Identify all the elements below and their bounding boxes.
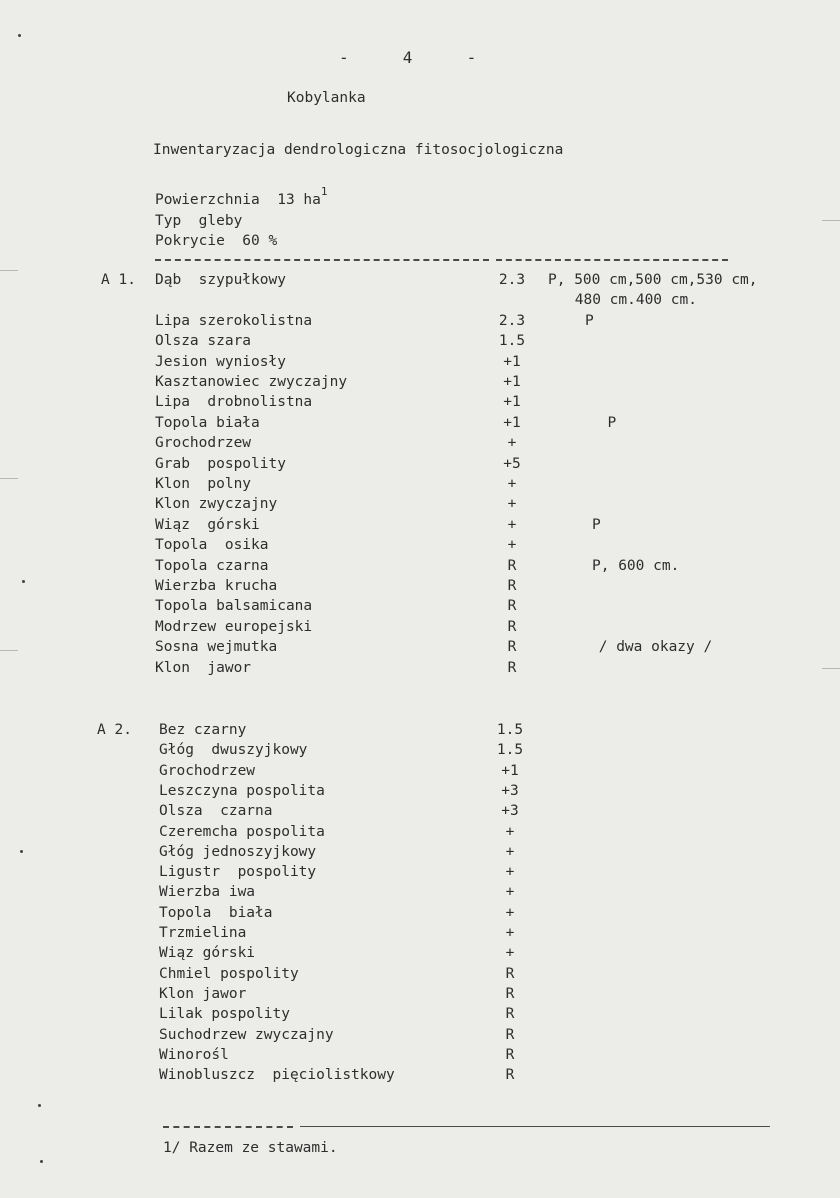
remark: P xyxy=(585,312,594,329)
species-name: Modrzew europejski xyxy=(155,618,313,635)
species-name: Olsza szara xyxy=(155,333,252,350)
footnote-divider-right xyxy=(300,1126,770,1127)
abundance-value: + xyxy=(507,476,517,492)
table-row xyxy=(0,1047,840,1067)
table-row xyxy=(0,986,840,1006)
species-name: Głóg dwuszyjkowy xyxy=(159,742,308,759)
abundance-value: + xyxy=(505,945,515,962)
edge-mark xyxy=(0,650,18,651)
abundance-value: + xyxy=(505,864,515,881)
table-row xyxy=(0,496,840,516)
table-row xyxy=(0,763,840,783)
abundance-value: + xyxy=(505,843,515,860)
species-name: Lilak pospolity xyxy=(159,1006,290,1023)
table-row xyxy=(0,435,840,455)
edge-mark xyxy=(0,478,18,479)
abundance-value: 2.3 xyxy=(498,272,526,288)
surface-line xyxy=(155,185,328,211)
page-number: - 4 - xyxy=(339,48,478,67)
species-name: Kasztanowiec zwyczajny xyxy=(155,374,348,390)
table-row xyxy=(0,803,840,823)
abundance-value: + xyxy=(505,884,515,901)
remark: P xyxy=(590,414,617,431)
abundance-value: +1 xyxy=(503,353,521,370)
species-name: Wiąz górski xyxy=(159,945,256,962)
abundance-value: R xyxy=(505,965,515,982)
remark: P xyxy=(592,516,601,533)
species-name: Głóg jednoszyjkowy xyxy=(159,843,317,860)
abundance-value: R xyxy=(505,1067,515,1084)
abundance-value: 2.3 xyxy=(498,312,526,329)
species-name: Ligustr pospolity xyxy=(159,864,317,881)
abundance-value: 1.5 xyxy=(496,722,524,738)
table-row xyxy=(0,660,840,680)
remark: 480 cm.400 cm. xyxy=(566,292,697,309)
species-name: Dąb szypułkowy xyxy=(155,272,286,288)
species-name: Suchodrzew zwyczajny xyxy=(159,1026,334,1043)
table-row xyxy=(0,415,840,435)
abundance-value: +3 xyxy=(501,782,519,799)
abundance-value: R xyxy=(505,985,515,1002)
table-row xyxy=(0,1027,840,1047)
table-row xyxy=(0,824,840,844)
species-name: Wierzba krucha xyxy=(155,578,278,594)
abundance-value: R xyxy=(505,1006,515,1023)
abundance-value: +5 xyxy=(503,455,521,472)
table-row xyxy=(0,476,840,496)
edge-mark xyxy=(822,668,840,669)
species-name: Klon jawor xyxy=(159,985,247,1002)
margin-mark xyxy=(18,34,21,37)
abundance-value: +1 xyxy=(503,414,521,431)
table-row xyxy=(0,333,840,353)
remark: P, 600 cm. xyxy=(592,557,680,574)
cover-line: Pokrycie 60 % xyxy=(155,233,278,249)
abundance-value: R xyxy=(507,639,517,656)
table-row xyxy=(0,537,840,557)
species-name: Czeremcha pospolita xyxy=(159,823,325,840)
abundance-value: +1 xyxy=(501,762,519,779)
table-row xyxy=(0,517,840,537)
species-name: Lipa szerokolistna xyxy=(155,312,313,329)
section-label-a1: A 1. xyxy=(101,272,136,288)
surface-footnote-mark: 1 xyxy=(320,185,328,198)
table-row xyxy=(0,598,840,618)
table-row xyxy=(0,313,840,333)
table-row xyxy=(0,844,840,864)
header-divider-right xyxy=(496,259,728,261)
species-name: Grab pospolity xyxy=(155,455,286,472)
abundance-value: + xyxy=(507,516,517,533)
species-name: Chmiel pospolity xyxy=(159,965,299,982)
place-title: Kobylanka xyxy=(287,90,366,106)
table-row xyxy=(0,558,840,578)
table-row xyxy=(0,456,840,476)
table-row xyxy=(0,884,840,904)
table-row xyxy=(0,1067,840,1087)
section-label-a2: A 2. xyxy=(97,722,132,738)
abundance-value: 1.5 xyxy=(496,742,524,759)
margin-mark xyxy=(20,850,23,853)
table-row xyxy=(0,394,840,414)
table-row xyxy=(0,864,840,884)
abundance-value: R xyxy=(507,578,517,594)
species-name: Leszczyna pospolita xyxy=(159,782,325,799)
abundance-value: R xyxy=(505,1046,515,1063)
species-name: Topola osika xyxy=(155,537,269,554)
species-name: Topola czarna xyxy=(155,557,269,574)
footnote-divider-left xyxy=(163,1126,293,1128)
margin-mark xyxy=(38,1104,41,1107)
species-name: Klon zwyczajny xyxy=(155,496,278,513)
margin-mark xyxy=(40,1160,43,1163)
abundance-value: 1.5 xyxy=(498,333,526,350)
abundance-value: +1 xyxy=(503,394,521,411)
species-name: Topola biała xyxy=(159,904,273,921)
abundance-value: + xyxy=(505,925,515,941)
margin-mark xyxy=(22,580,25,583)
table-row xyxy=(0,374,840,394)
table-row xyxy=(0,292,840,312)
table-row xyxy=(0,925,840,945)
footnote: 1/ Razem ze stawami. xyxy=(163,1140,338,1156)
species-name: Klon polny xyxy=(155,476,252,492)
abundance-value: + xyxy=(505,904,515,921)
species-name: Grochodrzew xyxy=(155,435,252,452)
species-name: Winorośl xyxy=(159,1046,229,1063)
edge-mark xyxy=(822,220,840,221)
edge-mark xyxy=(0,270,18,271)
species-name: Klon jawor xyxy=(155,659,252,676)
species-name: Grochodrzew xyxy=(159,762,256,779)
abundance-value: +3 xyxy=(501,803,519,820)
table-row xyxy=(0,639,840,659)
table-row xyxy=(0,578,840,598)
species-name: Jesion wyniosły xyxy=(155,353,286,370)
species-name: Sosna wejmutka xyxy=(155,639,278,656)
species-name: Olsza czarna xyxy=(159,803,273,820)
abundance-value: R xyxy=(505,1026,515,1043)
remark: P, 500 cm,500 cm,530 cm, xyxy=(548,272,758,288)
species-name: Wiąz górski xyxy=(155,516,260,533)
surface-text: Powierzchnia 13 ha xyxy=(155,192,321,208)
species-name: Winobluszcz pięciolistkowy xyxy=(159,1067,395,1084)
table-row xyxy=(0,722,840,742)
soil-type: Typ gleby xyxy=(155,213,243,229)
species-name: Topola balsamicana xyxy=(155,598,313,615)
abundance-value: +1 xyxy=(503,374,521,390)
table-row xyxy=(0,783,840,803)
table-row xyxy=(0,905,840,925)
table-row xyxy=(0,966,840,986)
abundance-value: R xyxy=(507,598,517,615)
document-subtitle: Inwentaryzacja dendrologiczna fitosocjologiczna xyxy=(153,142,564,158)
abundance-value: + xyxy=(507,496,517,513)
table-row xyxy=(0,742,840,762)
abundance-value: + xyxy=(507,537,517,554)
abundance-value: + xyxy=(505,823,515,840)
abundance-value: R xyxy=(507,557,517,574)
remark: / dwa okazy / xyxy=(590,639,713,656)
table-row xyxy=(0,945,840,965)
header-divider-left xyxy=(155,259,489,261)
abundance-value: R xyxy=(507,618,517,635)
table-row xyxy=(0,272,840,292)
species-name: Wierzba iwa xyxy=(159,884,256,901)
species-name: Bez czarny xyxy=(159,722,247,738)
table-row xyxy=(0,1006,840,1026)
table-row xyxy=(0,354,840,374)
species-name: Topola biała xyxy=(155,414,260,431)
abundance-value: + xyxy=(507,435,517,452)
species-name: Trzmielina xyxy=(159,925,247,941)
abundance-value: R xyxy=(507,659,517,676)
table-row xyxy=(0,619,840,639)
species-name: Lipa drobnolistna xyxy=(155,394,313,411)
